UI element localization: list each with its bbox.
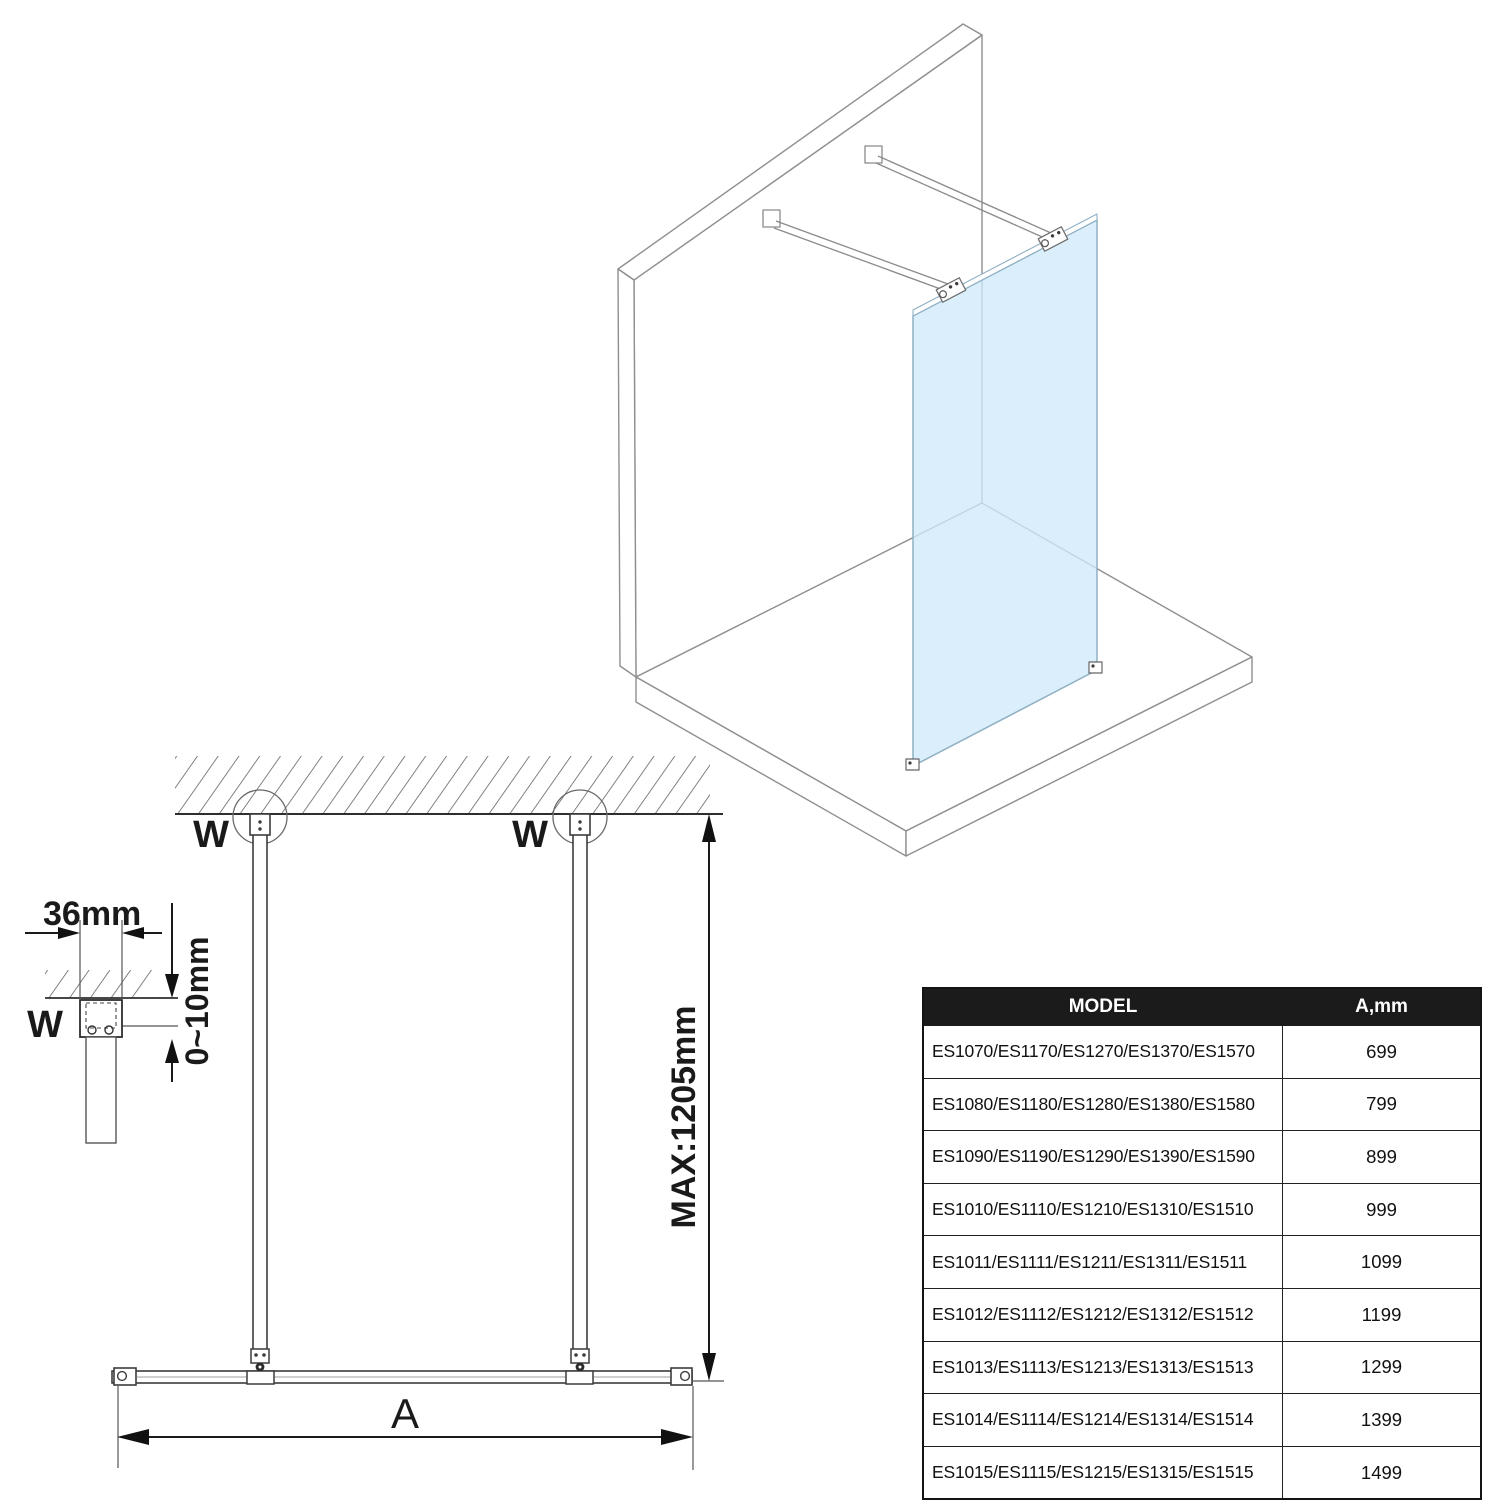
isometric-view [618,24,1252,856]
iso-wall-bracket-1 [763,210,780,227]
table-row [923,1131,1481,1184]
model-cell: ES1012/ES1112/ES1212/ES1312/ES1512 [923,1288,1283,1341]
model-cell: ES1080/ES1180/ES1280/ES1380/ES1580 [923,1078,1283,1131]
a-mm-cell: 999 [1283,1183,1482,1236]
dim010-arrow-up [165,1039,179,1063]
adjustment-range-label: 0~10mm [179,936,215,1066]
plan-wall-bracket-left [250,814,270,835]
model-size-table [922,987,1482,1500]
max-arrow-up [702,814,716,842]
plan-glass-clamp-right [566,1349,593,1384]
column-header-model: MODEL [923,988,1283,1026]
iso-wall-left-edge [618,269,636,677]
table-row [923,1078,1481,1131]
bracket-detail-view [25,895,215,1143]
plan-support-bar-right [570,814,590,1350]
plan-support-bar-left [250,814,270,1350]
a-mm-cell: 1299 [1283,1341,1482,1394]
model-cell: ES1014/ES1114/ES1214/ES1314/ES1514 [923,1394,1283,1447]
iso-floor-bracket-left [906,759,919,770]
a-arrow-left [117,1429,149,1445]
table-row [923,1288,1481,1341]
plan-end-cap-left [114,1368,136,1385]
wall-anchor-label-right: W [512,814,548,856]
plan-glass-clamp-left [247,1349,274,1384]
bracket-width-label: 36mm [43,895,142,933]
table-row [923,1394,1481,1447]
model-cell: ES1013/ES1113/ES1213/ES1313/ES1513 [923,1341,1283,1394]
a-mm-cell: 1099 [1283,1236,1482,1289]
model-cell: ES1010/ES1110/ES1210/ES1310/ES1510 [923,1183,1283,1236]
glass-width-label: A [390,1390,420,1437]
iso-wall-bracket-2 [865,146,882,163]
model-cell: ES1015/ES1115/ES1215/ES1315/ES1515 [923,1446,1283,1499]
dim010-arrow-down [165,974,179,998]
a-mm-cell: 699 [1283,1026,1482,1079]
max-length-label: MAX:1205mm [665,1005,703,1229]
a-arrow-right [661,1429,693,1445]
detail-wall-hatch [45,970,153,998]
plan-wall-bracket-right [570,814,590,835]
table-row [923,1341,1481,1394]
table-row [923,1446,1481,1499]
table-row [923,1183,1481,1236]
a-mm-cell: 1399 [1283,1394,1482,1447]
max-arrow-down [702,1353,716,1381]
detail-bracket [80,1000,122,1037]
iso-floor-bracket-right [1089,662,1102,673]
wall-anchor-label-left: W [193,814,229,856]
wall-anchor-label-detail: W [27,1004,63,1046]
column-header-a-mm: A,mm [1283,988,1482,1026]
table-row [923,1236,1481,1289]
plan-wall-hatch [175,756,710,814]
a-mm-cell: 1199 [1283,1288,1482,1341]
detail-support-bar [86,1037,116,1143]
a-mm-cell: 1499 [1283,1446,1482,1499]
a-mm-cell: 899 [1283,1131,1482,1184]
a-mm-cell: 799 [1283,1078,1482,1131]
model-cell: ES1070/ES1170/ES1270/ES1370/ES1570 [923,1026,1283,1079]
table-header-row [923,988,1481,1026]
plan-glass-profile [112,1371,692,1383]
plan-end-cap-right [671,1368,692,1385]
table-row [923,1026,1481,1079]
plan-view [112,756,724,1470]
model-cell: ES1011/ES1111/ES1211/ES1311/ES1511 [923,1236,1283,1289]
model-cell: ES1090/ES1190/ES1290/ES1390/ES1590 [923,1131,1283,1184]
